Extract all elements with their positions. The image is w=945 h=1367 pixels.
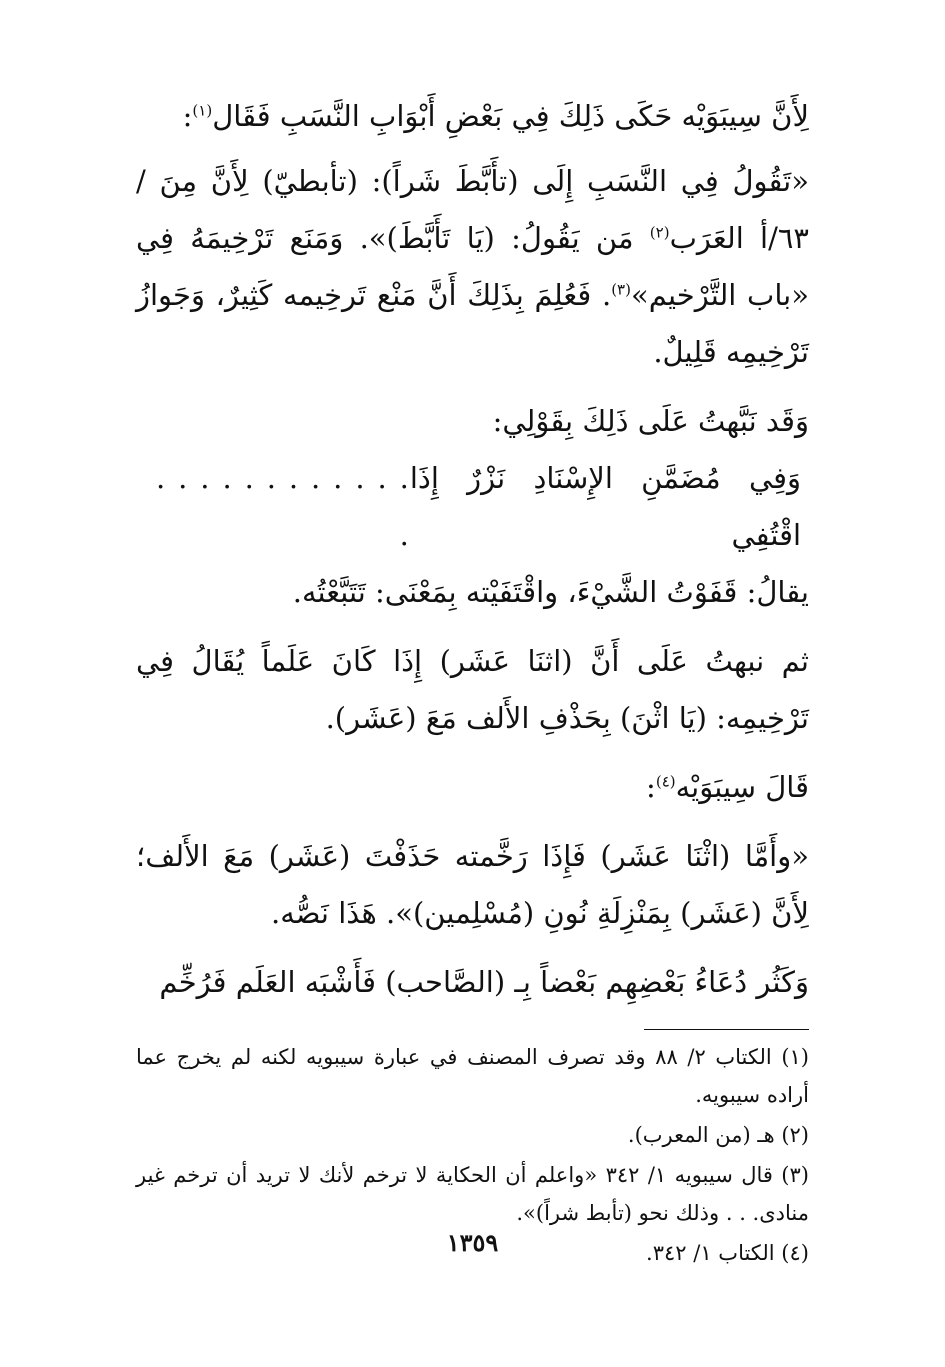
footnote-2: (٢) هـ (من المعرب). (627, 1123, 809, 1147)
opening-line-colon: : (182, 99, 193, 133)
footnote-ref-1[interactable]: (١) (192, 101, 213, 120)
verse-explanation: يقالُ: قَفَوْتُ الشَّيْءَ، واقْتَفَيْته بِمَعْنَى: تَتَبَّعْتُه. (292, 575, 809, 609)
page-number: ١٣٥٩ (446, 1228, 499, 1257)
main-text (136, 88, 809, 1011)
verse-right-hemistich: وَفِي مُضَمَّنِ الإِسْنَادِ نَزْرٌ إِذَا اقْتُفِي (409, 461, 801, 552)
footnote-ref-3[interactable]: (٣) (611, 280, 631, 299)
footnote-ref-2[interactable]: (٢) (649, 223, 670, 242)
footnote-divider (644, 1029, 809, 1030)
quote-paragraph-2: «وأَمَّا (اثْنَا عَشَر) فَإِذَا رَخَّمته حَذَفْتَ (عَشَر) مَعَ الأَلف؛ لِأَنَّ (عَشَر) بِمَنْزِلَةِ نُونِ (مُسْلِمين)». هَذَا نَصُّه. (136, 839, 809, 930)
sibawayh-intro-text: قَالَ سِيبَوَيْه (675, 770, 809, 804)
quote-paragraph-1 (136, 153, 809, 381)
verse-left-hemistich: . . . . . . . . . . . . . (156, 461, 410, 552)
opening-line-text: لِأَنَّ سِيبَوَيْه حَكَى ذَلِكَ فِي بَعْضِ أَبْوَابِ النَّسَبِ فَقَال (212, 99, 809, 133)
footnote-3: (٣) قال سيبويه ١/ ٣٤٢ «واعلم أن الحكاية لا ترخم لأنك لا تريد أن ترخم غير منادى. . . وذلك نحو (تأبط شراً)». (136, 1163, 809, 1225)
page-body (136, 88, 809, 1272)
closing-line: وَكَثُر دُعَاءُ بَعْضِهِم بَعْضاً بِـ (الصَّاحب) فَأَشْبَه العَلَم فَرُخِّم (159, 965, 809, 999)
sibawayh-intro-colon: : (646, 770, 656, 804)
footnote-1: (١) الكتاب ٢/ ٨٨ وقد تصرف المصنف في عبارة سيبويه لكنه لم يخرج عما أراده سيبويه. (136, 1045, 809, 1107)
paragraph-ithna-ashar: ثم نبهتُ عَلَى أَنَّ (اثنَا عَشَر) إِذَا كَانَ عَلَماً يُقَالُ فِي تَرْخِيمِه: (يَا اثْنَ) بِحَذْفِ الأَلف مَعَ (عَشَر). (136, 644, 809, 735)
sibawayh-quote-intro (136, 759, 809, 816)
footnote-4: (٤) الكتاب ١/ ٣٤٢. (646, 1241, 809, 1265)
quote-1-part-b: مَن يَقُولُ: (يَا تَأَبَّطَ)». وَمَنَع تَرْخِيمَهُ فِي «باب التَّرْخيم» (136, 221, 809, 312)
quote-1-part-c: . فَعُلِمَ بِذَلِكَ أَنَّ مَنْع تَرخِيمه كَثِيرٌ، وَجَوازُ تَرْخِيمِه قَلِيلٌ. (136, 278, 809, 369)
verse-intro: وَقَد نَبَّهتُ عَلَى ذَلِكَ بِقَوْلِي: (492, 404, 809, 438)
quote-1-part-a: «تَقُولُ فِي النَّسَبِ إِلَى (تأَبَّطَ شَراً): (تأبطيّ) لِأَنَّ مِنَ / ٦٣/أ العَرَب (136, 164, 810, 255)
footnote-ref-4[interactable]: (٤) (655, 772, 676, 791)
verse-line (136, 450, 809, 564)
opening-line (136, 88, 809, 145)
